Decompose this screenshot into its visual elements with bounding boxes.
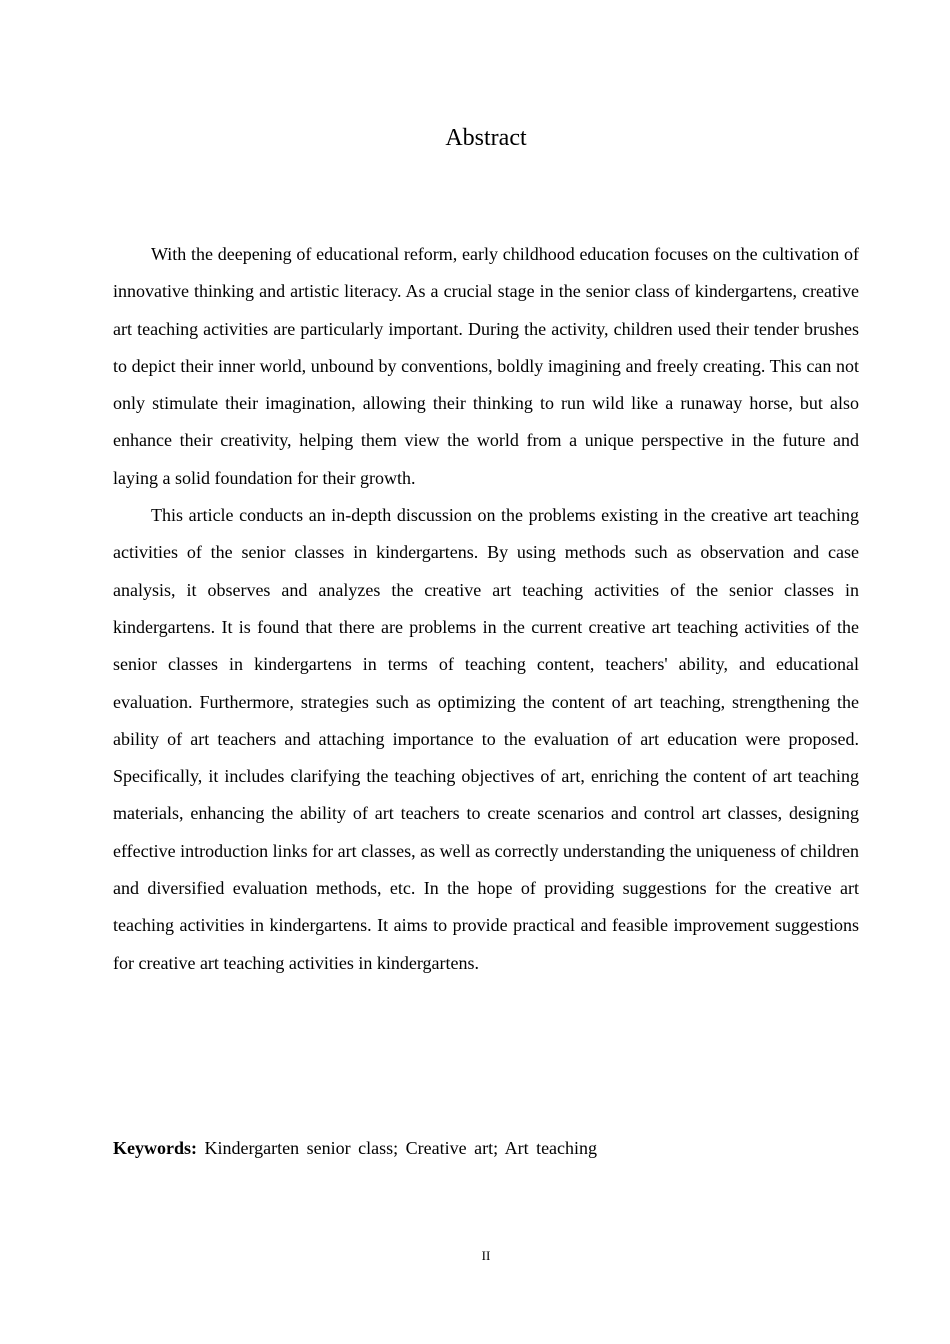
abstract-paragraph-2: This article conducts an in-depth discussion on the problems existing in the creative art teaching activities of the senior classes in kindergartens. By using methods such as observation and case analysis, it observes and analyzes the creative art teaching activities of the senior classes in kindergartens. It is found that there are problems in the current creative art teaching activities of the senior classes in kindergartens in terms of teaching content, teachers' ability, and educational evaluation. Furthermore, strategies such as optimizing the content of art teaching, strengthening the ability of art teachers and attaching importance to the evaluation of art education were proposed. Specifically, it includes clarifying the teaching objectives of art, enriching the content of art teaching materials, enhancing the ability of art teachers to create scenarios and control art classes, designing effective introduction links for art classes, as well as correctly understanding the uniqueness of children and diversified evaluation methods, etc. In the hope of providing suggestions for the creative art teaching activities in kindergartens. It aims to provide practical and feasible improvement suggestions for creative art teaching activities in kindergartens. (113, 505, 859, 973)
abstract-paragraph-1: With the deepening of educational reform, early childhood education focuses on the cultivation of innovative thinking and artistic literacy. As a crucial stage in the senior class of kindergartens, creative art teaching activities are particularly important. During the activity, children used their tender brushes to depict their inner world, unbound by conventions, boldly imagining and freely creating. This can not only stimulate their imagination, allowing their thinking to run wild like a runaway horse, but also enhance their creativity, helping them view the world from a unique perspective in the future and laying a solid foundation for their growth. (113, 244, 859, 488)
abstract-title: Abstract (445, 125, 527, 151)
abstract-body (113, 236, 859, 982)
keywords-text: Kindergarten senior class; Creative art; Art teaching (204, 1138, 598, 1158)
keywords-line (113, 1130, 859, 1166)
page-number: II (481, 1248, 491, 1263)
keywords-label: Keywords: (113, 1138, 197, 1158)
